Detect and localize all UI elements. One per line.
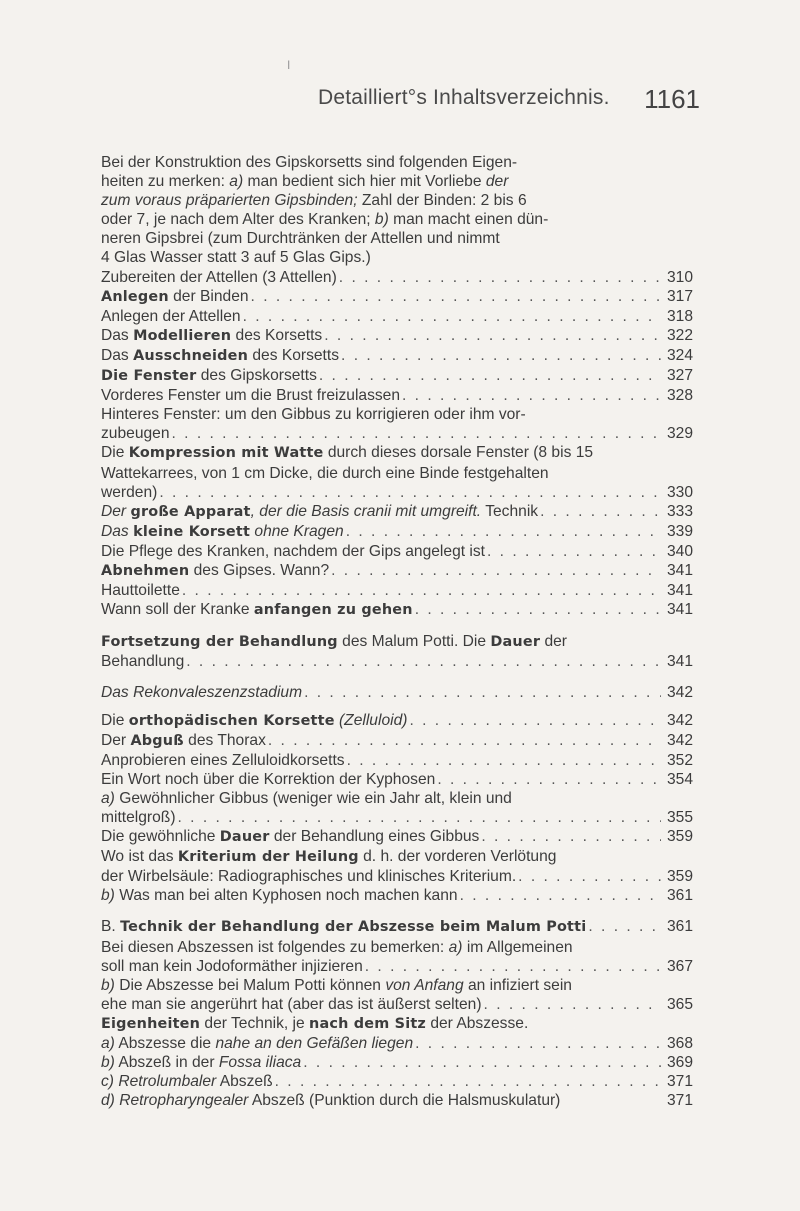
toc-page-ref: 310 xyxy=(666,268,693,286)
toc-entry: Eigenheiten der Technik, je nach dem Sitz der Abszesse. xyxy=(101,1014,529,1032)
toc-page-ref: 318 xyxy=(666,307,693,325)
toc-page-ref: 367 xyxy=(666,957,693,975)
toc-entry[interactable]: b) Was man bei alten Kyphosen noch machen kann . . . 361 xyxy=(101,886,693,905)
toc-page-ref: 328 xyxy=(666,387,693,405)
intro-paragraph xyxy=(101,153,693,268)
toc-entry[interactable]: Hauttoilette . . . 341 xyxy=(101,581,693,600)
toc-page-ref: 342 xyxy=(666,711,693,729)
toc-page-ref: 324 xyxy=(666,346,693,364)
intro-line: Bei der Konstruktion des Gipskorsetts sind folgenden Eigen- xyxy=(101,154,518,171)
toc-entry[interactable]: b) Die Abszesse bei Malum Potti können von Anfang an infiziert sein ehe man sie angerührt hat (aber das ist äußerst selten) . . . 365 xyxy=(101,976,693,1014)
toc-page-ref: 340 xyxy=(666,542,693,560)
toc-page-ref: 359 xyxy=(666,828,693,846)
toc-entry[interactable]: Anprobieren eines Zelluloidkorsetts . . . 352 xyxy=(101,751,693,770)
toc-entry[interactable]: Die Kompression mit Watte durch dieses dorsale Fenster (8 bis 15 Wattekarrees, von 1 cm Dicke, die durch eine Binde festgehalten werden) . . . 330 xyxy=(101,443,693,501)
toc-entry[interactable]: Der Abguß des Thorax . . . 342 xyxy=(101,731,693,751)
intro-line: neren Gipsbrei (zum Durchtränken der Attellen und nimmt xyxy=(101,230,500,248)
toc-entry[interactable]: Das kleine Korsett ohne Kragen . . . 339 xyxy=(101,522,693,542)
toc-entry[interactable]: Das Ausschneiden des Korsetts . . . 324 xyxy=(101,346,693,366)
toc-entry[interactable]: Fortsetzung der Behandlung des Malum Potti. Die Dauer der Behandlung . . . 341 xyxy=(101,632,693,671)
intro-line: oder 7, je nach dem Alter des Kranken; b) man macht einen dün- xyxy=(101,211,549,229)
toc-page-ref: 341 xyxy=(666,601,693,619)
toc-entry[interactable]: Anlegen der Attellen . . . 318 xyxy=(101,307,693,326)
toc-page-ref: 371 xyxy=(666,1092,693,1110)
toc-page-ref: 369 xyxy=(666,1054,693,1072)
toc-entry[interactable]: Das Rekonvaleszenzstadium . . . 342 xyxy=(101,683,693,702)
toc-page-ref: 341 xyxy=(666,561,693,579)
toc-entry[interactable]: a) Abszesse die nahe an den Gefäßen liegen . . . 368 xyxy=(101,1034,693,1053)
toc-entry[interactable]: Die Pflege des Kranken, nachdem der Gips angelegt ist . . . 340 xyxy=(101,542,693,561)
intro-line: zum voraus präparierten Gipsbinden; Zahl der Binden: 2 bis 6 xyxy=(101,192,527,210)
toc-entry[interactable]: Die Fenster des Gipskorsetts . . . 327 xyxy=(101,366,693,386)
toc-entry[interactable]: Zubereiten der Attellen (3 Attellen) . . . 310 xyxy=(101,268,693,287)
toc-page-ref: 341 xyxy=(666,653,693,671)
toc-page-ref: 365 xyxy=(666,995,693,1013)
toc-page-ref: 322 xyxy=(666,326,693,344)
toc-page-ref: 333 xyxy=(666,502,693,520)
toc-entry[interactable]: a) Gewöhnlicher Gibbus (weniger wie ein Jahr alt, klein und mittelgroß) . . . 355 xyxy=(101,789,693,827)
toc-entry[interactable]: B. Technik der Behandlung der Abszesse beim Malum Potti . . . 361 xyxy=(101,917,693,937)
toc-body xyxy=(101,153,693,1110)
toc-page-ref: 361 xyxy=(666,918,693,936)
toc-entry[interactable]: Hinteres Fenster: um den Gibbus zu korrigieren oder ihm vor- zubeugen . . . 329 xyxy=(101,405,693,443)
toc-page-ref: 368 xyxy=(666,1035,693,1053)
toc-entry[interactable]: b) Abszeß in der Fossa iliaca . . . 369 xyxy=(101,1053,693,1072)
toc-page-ref: 359 xyxy=(666,868,693,886)
toc-entry[interactable]: Das Modellieren des Korsetts . . . 322 xyxy=(101,326,693,346)
running-head xyxy=(0,86,800,126)
toc-entry[interactable]: Abnehmen des Gipses. Wann? . . . 341 xyxy=(101,561,693,581)
toc-entry[interactable]: Vorderes Fenster um die Brust freizulassen . . . 328 xyxy=(101,386,693,405)
toc-page-ref: 339 xyxy=(666,522,693,540)
toc-entry[interactable]: d) Retropharyngealer Abszeß (Punktion durch die Halsmuskulatur) 371 xyxy=(101,1092,693,1110)
toc-entry[interactable]: Die orthopädischen Korsette (Zelluloid) . . . 342 xyxy=(101,711,693,731)
toc-entry[interactable]: Der große Apparat, der die Basis cranii mit umgreift. Technik . . . 333 xyxy=(101,502,693,522)
toc-entry[interactable]: c) Retrolumbaler Abszeß . . . 371 xyxy=(101,1072,693,1091)
toc-page-ref: 352 xyxy=(666,751,693,769)
toc-entry[interactable]: Wo ist das Kriterium der Heilung d. h. der vorderen Verlötung der Wirbelsäule: Radiographisches und klinisches Kriterium. . . . 359 xyxy=(101,847,693,886)
toc-entry[interactable]: Ein Wort noch über die Korrektion der Kyphosen . . . 354 xyxy=(101,770,693,789)
toc-page-ref: 342 xyxy=(666,731,693,749)
toc-page-ref: 354 xyxy=(666,770,693,788)
running-head-title: Detailliert°s Inhaltsverzeichnis. xyxy=(318,86,610,109)
toc-page-ref: 330 xyxy=(666,483,693,501)
intro-line: heiten zu merken: a) man bedient sich hier mit Vorliebe der xyxy=(101,173,509,191)
toc-page-ref: 371 xyxy=(666,1073,693,1091)
toc-page-ref: 355 xyxy=(666,809,693,826)
toc-page-ref: 329 xyxy=(666,425,693,443)
toc-entry[interactable]: Bei diesen Abszessen ist folgendes zu bemerken: a) im Allgemeinen soll man kein Jodoformäther injizieren . . . 367 xyxy=(101,938,693,976)
toc-entry[interactable]: Die gewöhnliche Dauer der Behandlung eines Gibbus . . . 359 xyxy=(101,827,693,847)
page-number: 1161 xyxy=(644,84,700,114)
toc-entry[interactable]: Anlegen der Binden . . . 317 xyxy=(101,287,693,307)
intro-line: 4 Glas Wasser statt 3 auf 5 Glas Gips.) xyxy=(101,249,371,267)
toc-page-ref: 361 xyxy=(666,887,693,905)
margin-mark: I xyxy=(287,58,291,72)
toc-page-ref: 341 xyxy=(666,582,693,600)
toc-page-ref: 327 xyxy=(666,367,693,385)
toc-page-ref: 342 xyxy=(666,684,693,702)
toc-entry[interactable]: Wann soll der Kranke anfangen zu gehen . . . 341 xyxy=(101,600,693,620)
toc-page-ref: 317 xyxy=(666,287,693,305)
